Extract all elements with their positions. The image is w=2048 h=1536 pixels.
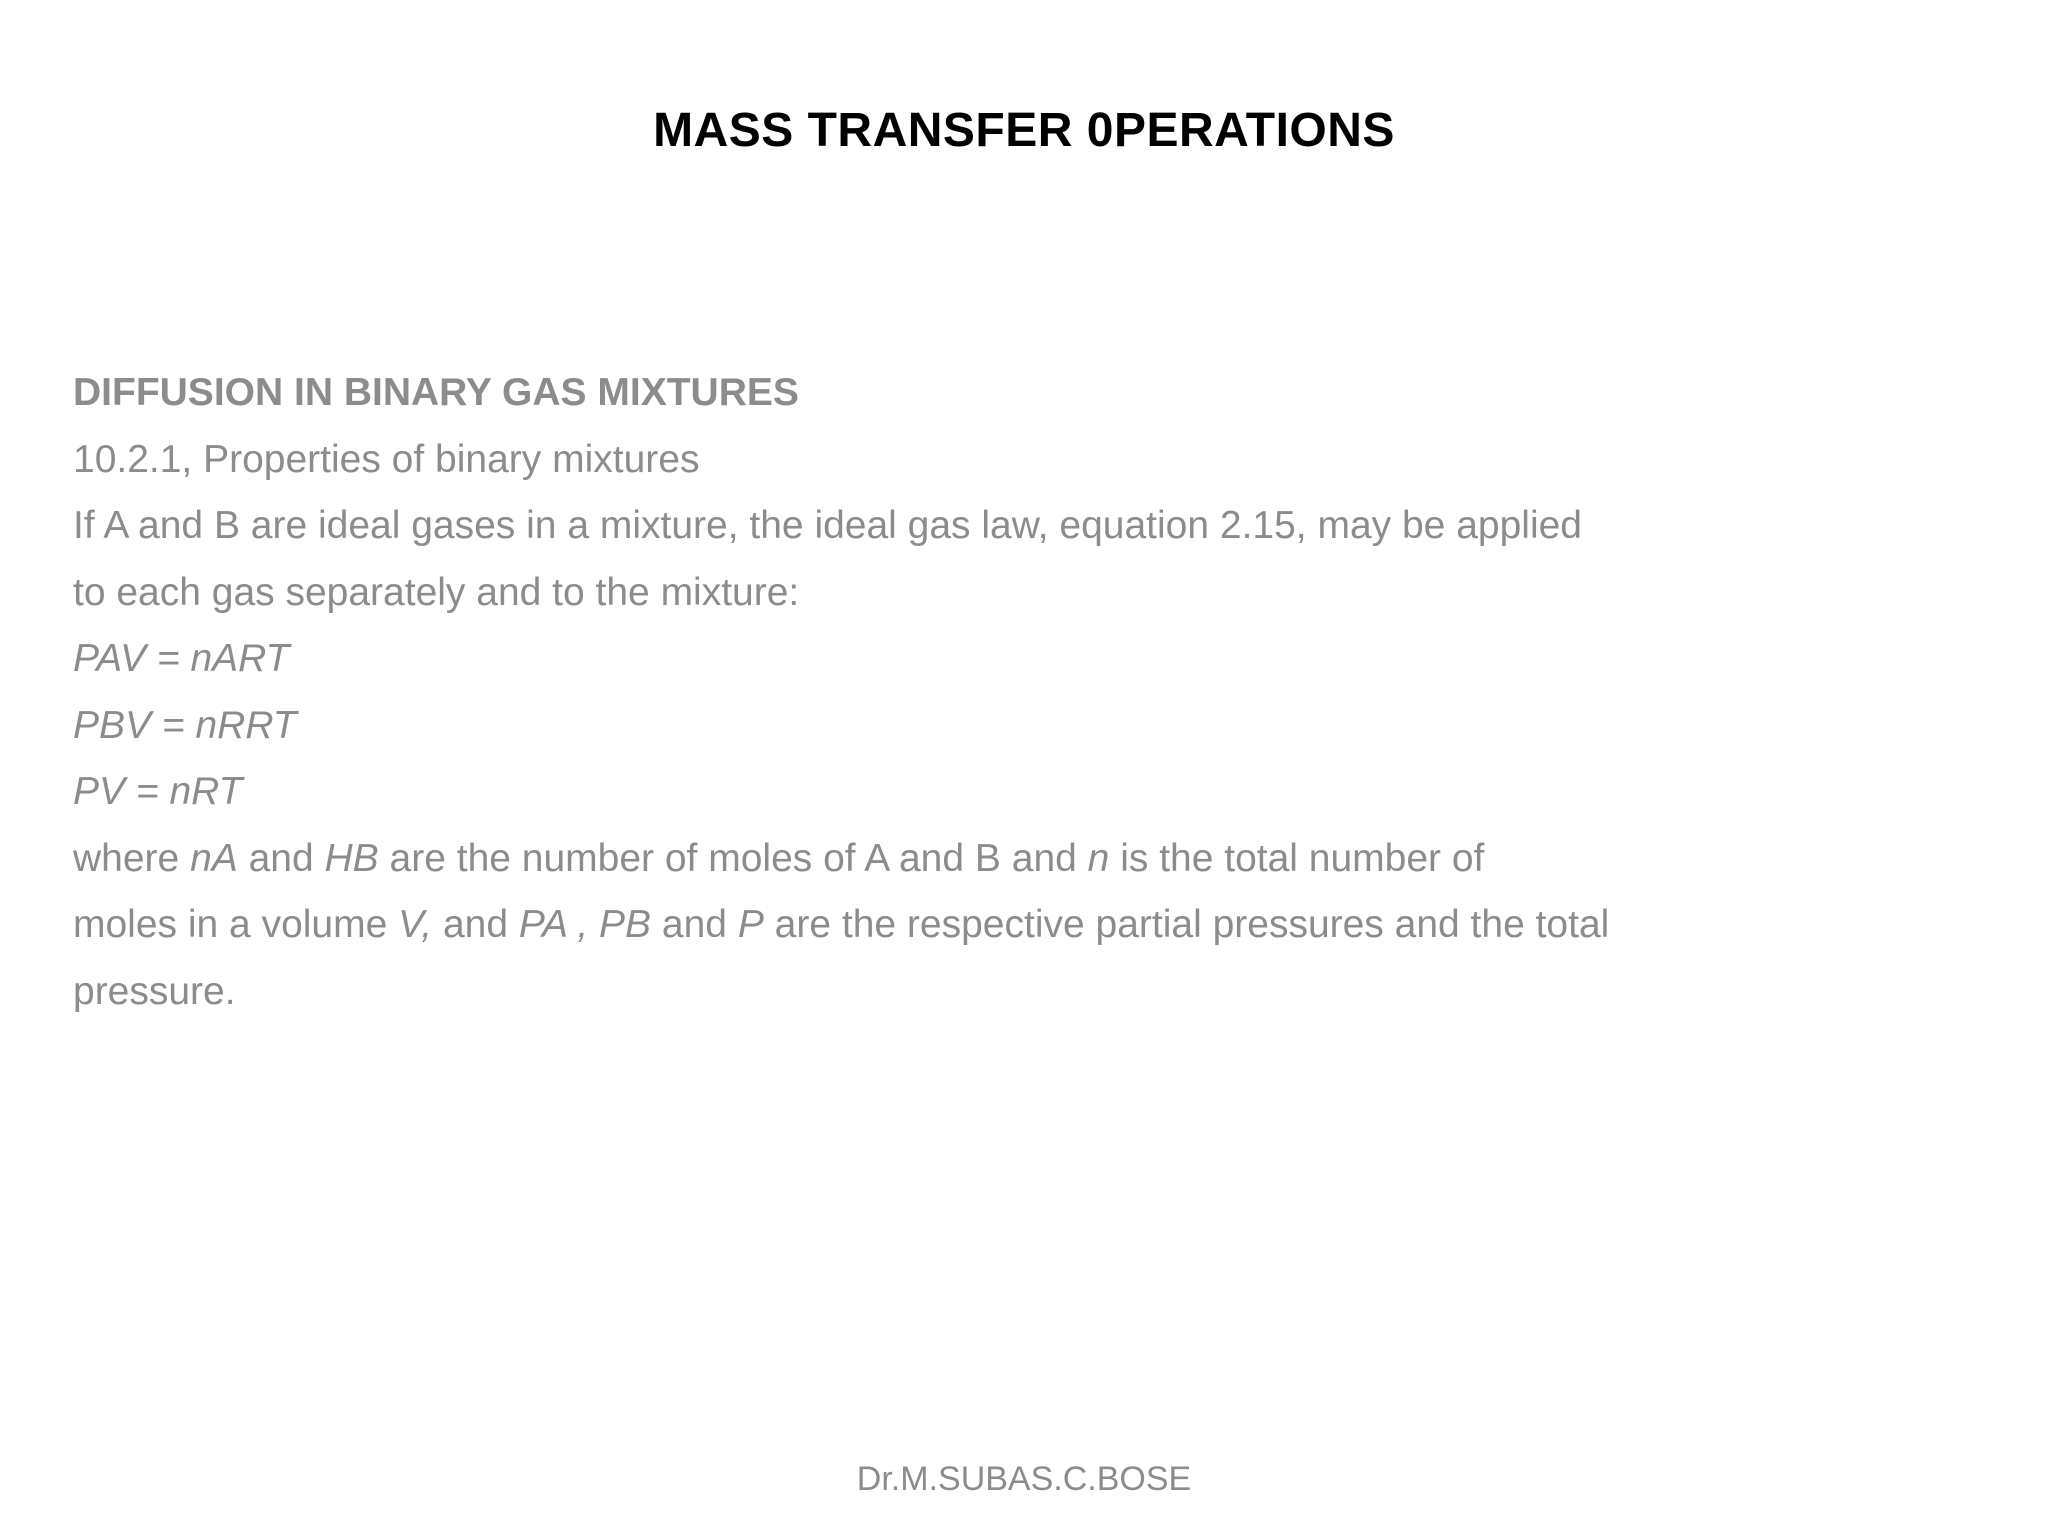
text-segment: and xyxy=(237,836,325,880)
subsection-title: 10.2.1, Properties of binary mixtures xyxy=(73,437,700,481)
text-segment: are the number of moles of A and B and xyxy=(378,836,1088,880)
text-segment: and xyxy=(432,903,519,946)
text-segment: moles in a volume xyxy=(73,903,399,946)
where-line-2 xyxy=(73,892,1773,959)
where-line-3: pressure. xyxy=(73,969,236,1013)
where-line-1 xyxy=(73,826,1773,893)
equation-total: PV = nRT xyxy=(73,770,243,813)
symbol-hb: HB xyxy=(324,836,379,880)
equation-b: PBV = nRRT xyxy=(73,703,297,747)
equation-a: PAV = nART xyxy=(73,637,290,680)
symbol-n: n xyxy=(1087,836,1110,880)
slide-body xyxy=(73,360,1773,1025)
symbol-na: nA xyxy=(190,836,238,880)
section-heading: DIFFUSION IN BINARY GAS MIXTURES xyxy=(73,371,799,414)
text-segment: are the respective partial pressures and the total xyxy=(763,903,1610,946)
symbol-v: V, xyxy=(398,903,433,946)
intro-line-1: If A and B are ideal gases in a mixture, the ideal gas law, equation 2.15, may be applied xyxy=(73,504,1582,547)
symbol-pa-pb: PA , PB xyxy=(518,903,652,946)
author-footer: Dr.M.SUBAS.C.BOSE xyxy=(856,1460,1192,1498)
text-segment: is the total number of xyxy=(1109,836,1485,880)
slide-title: MASS TRANSFER 0PERATIONS xyxy=(653,104,1395,157)
intro-line-2: to each gas separately and to the mixture: xyxy=(73,570,800,614)
text-segment: where xyxy=(73,836,191,880)
symbol-p: P xyxy=(737,903,764,946)
text-segment: and xyxy=(651,903,738,946)
